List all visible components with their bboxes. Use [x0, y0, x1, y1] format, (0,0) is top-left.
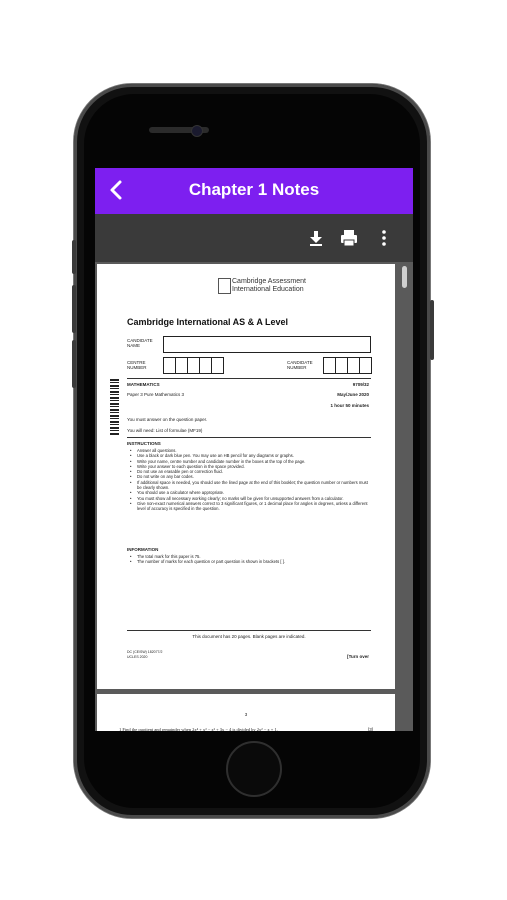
document-viewer[interactable]	[95, 262, 413, 731]
candidate-number-boxes	[324, 357, 372, 374]
scrollbar[interactable]	[402, 266, 407, 288]
instructions-heading: INSTRUCTIONS	[127, 441, 161, 446]
list-item: • The total mark for this paper is 75.	[127, 554, 371, 559]
page-number: 3	[244, 712, 248, 717]
information-heading: INFORMATION	[127, 547, 159, 552]
print-icon[interactable]	[338, 227, 360, 249]
phone-home-button[interactable]	[226, 741, 282, 797]
candidate-name-label: CANDIDATE NAME	[127, 338, 153, 348]
list-item: • If additional space is needed, you should use the lined page at the end of this booklet; the question number or numbers must be clearly shown.	[127, 480, 371, 491]
document-page	[97, 694, 395, 731]
turn-over: [Turn over	[347, 654, 369, 659]
paper-code: 9709/32	[352, 382, 369, 387]
list-item: • Answer all questions.	[127, 448, 371, 453]
document-page	[97, 264, 395, 689]
list-item: • You must show all necessary working clearly; no marks will be given for unsupported answers from a calculator.	[127, 496, 371, 501]
paper-title: Paper 3 Pure Mathematics 3	[127, 392, 185, 397]
session: May/June 2020	[337, 392, 369, 397]
duration: 1 hour 50 minutes	[330, 403, 369, 408]
logo-line-2: International Education	[232, 286, 304, 293]
question-1: 1 Find the quotient and remainder when 2x⁴ + x³ − x² + 3x − 4 is divided by 2x² − x + 1.	[119, 727, 278, 731]
phone-camera	[191, 125, 203, 137]
answer-note: You must answer on the question paper.	[127, 417, 208, 422]
instructions-list	[127, 448, 371, 512]
crest-icon	[218, 278, 231, 294]
logo-line-1: Cambridge Assessment	[232, 278, 306, 285]
list-item: • The number of marks for each question or part question is shown in brackets [ ].	[127, 559, 371, 564]
candidate-name-box	[163, 336, 371, 353]
more-vertical-icon[interactable]	[373, 227, 395, 249]
list-item: • Write your name, centre number and candidate number in the boxes at the top of the page.	[127, 459, 371, 464]
footer-ref: DC (CE/SW) 182077/2	[127, 650, 163, 654]
phone-side-button	[72, 285, 76, 333]
download-icon[interactable]	[305, 227, 327, 249]
need-note: You will need: List of formulae (MF19)	[127, 428, 203, 433]
list-item: • Do not use an erasable pen or correction fluid.	[127, 469, 371, 474]
divider	[127, 630, 371, 631]
list-item: • Give non-exact numerical answers correct to 3 significant figures, or 1 decimal place for angles in degrees, unless a different level of accuracy is specified in the question.	[127, 501, 371, 512]
list-item: • Do not write on any bar codes.	[127, 474, 371, 479]
footer-copyright: UCLES 2020	[127, 655, 148, 659]
subject: MATHEMATICS	[127, 382, 160, 387]
phone-side-button	[72, 240, 76, 274]
divider	[127, 378, 371, 379]
document-toolbar	[95, 214, 413, 262]
candidate-number-label: CANDIDATE NUMBER	[287, 360, 313, 370]
barcode	[110, 379, 119, 435]
page-title: Chapter 1 Notes	[188, 180, 320, 199]
centre-number-boxes	[164, 357, 224, 374]
page-count-note: This document has 20 pages. Blank pages are indicated.	[192, 634, 306, 639]
divider	[127, 437, 371, 438]
app-bar	[95, 168, 413, 214]
list-item: • Use a black or dark blue pen. You may use an HB pencil for any diagrams or graphs.	[127, 453, 371, 458]
information-list	[127, 554, 371, 565]
list-item: • You should use a calculator where appropriate.	[127, 490, 371, 495]
phone-side-button	[72, 340, 76, 388]
phone-power-button	[430, 300, 434, 360]
question-marks: [3]	[367, 727, 373, 731]
list-item: • Write your answer to each question in the space provided.	[127, 464, 371, 469]
centre-number-label: CENTRE NUMBER	[127, 360, 147, 370]
exam-heading: Cambridge International AS & A Level	[127, 317, 289, 327]
phone-screen	[95, 168, 413, 731]
cambridge-logo	[232, 278, 306, 294]
